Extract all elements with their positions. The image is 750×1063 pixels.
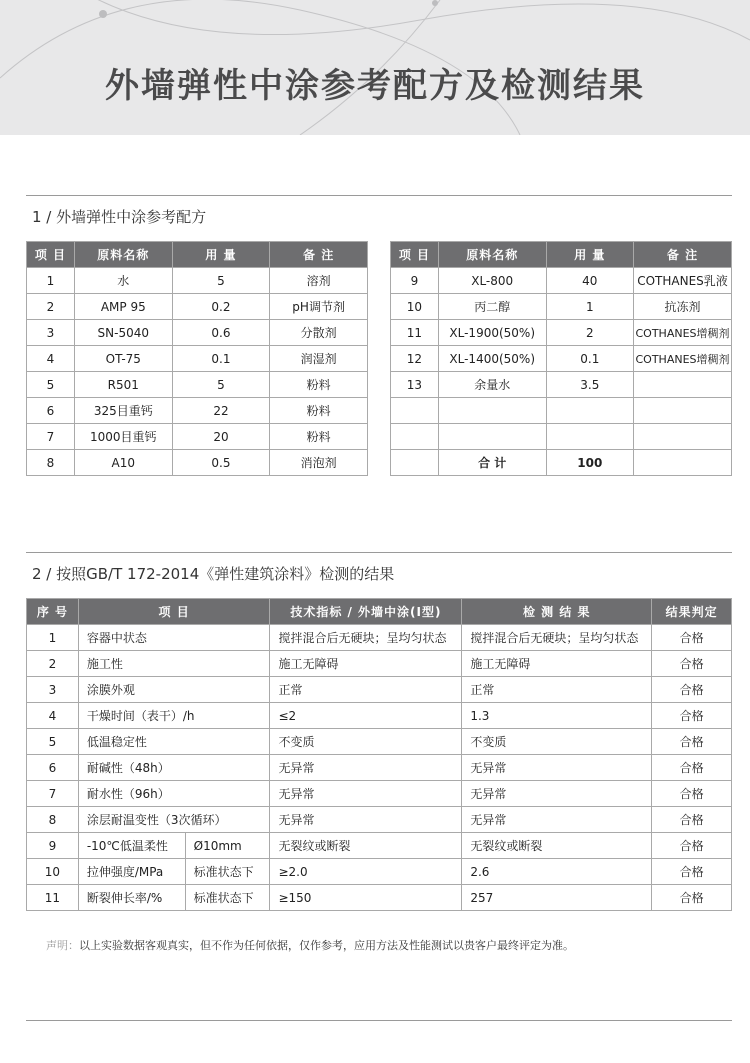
table-cell: 5	[27, 372, 75, 398]
table-header-row	[27, 242, 368, 268]
column-header: 项 目	[391, 242, 439, 268]
table-cell: AMP 95	[74, 294, 172, 320]
table-row	[391, 294, 732, 320]
spec-value: 无异常	[270, 807, 462, 833]
test-item: 耐水性（96h）	[78, 781, 270, 807]
table-cell: 4	[27, 346, 75, 372]
table-cell: 9	[391, 268, 439, 294]
table-row	[27, 424, 368, 450]
table-cell	[634, 450, 732, 476]
verdict: 合格	[652, 651, 732, 677]
table-header-row	[391, 242, 732, 268]
table-cell: 0.1	[172, 346, 270, 372]
spec-value: 施工无障碍	[270, 651, 462, 677]
disclaimer-label: 声明：	[46, 939, 79, 952]
table-row	[391, 450, 732, 476]
table-cell: COTHANES增稠剂	[634, 320, 732, 346]
section1-title: 1 / 外墙弹性中涂参考配方	[32, 208, 207, 226]
table-cell: OT-75	[74, 346, 172, 372]
verdict: 合格	[652, 755, 732, 781]
table-row	[27, 677, 732, 703]
table-cell: 1	[27, 268, 75, 294]
test-item: 涂膜外观	[78, 677, 270, 703]
table-cell: 11	[391, 320, 439, 346]
table-row	[27, 346, 368, 372]
test-result: 1.3	[462, 703, 652, 729]
row-number: 4	[27, 703, 79, 729]
table-cell: 5	[172, 372, 270, 398]
table-cell: 1000目重钙	[74, 424, 172, 450]
test-condition: Ø10mm	[185, 833, 270, 859]
test-result: 无异常	[462, 781, 652, 807]
table-cell: 丙二醇	[438, 294, 546, 320]
table-cell: 0.2	[172, 294, 270, 320]
table-cell: 2	[27, 294, 75, 320]
test-item: 低温稳定性	[78, 729, 270, 755]
row-number: 3	[27, 677, 79, 703]
spec-value: 搅拌混合后无硬块；呈均匀状态	[270, 625, 462, 651]
test-result: 施工无障碍	[462, 651, 652, 677]
verdict: 合格	[652, 807, 732, 833]
test-item: 断裂伸长率/%	[78, 885, 185, 911]
table-row	[27, 833, 732, 859]
spec-value: 不变质	[270, 729, 462, 755]
column-header: 项 目	[78, 599, 270, 625]
row-number: 10	[27, 859, 79, 885]
test-result: 搅拌混合后无硬块；呈均匀状态	[462, 625, 652, 651]
table-cell: 余量水	[438, 372, 546, 398]
test-item: 拉伸强度/MPa	[78, 859, 185, 885]
table-cell: 粉料	[270, 398, 368, 424]
table-cell: 润湿剂	[270, 346, 368, 372]
disclaimer	[46, 937, 574, 953]
column-header: 备 注	[634, 242, 732, 268]
divider	[26, 195, 732, 196]
table-cell: 8	[27, 450, 75, 476]
table-cell: 合 计	[438, 450, 546, 476]
table-cell	[546, 424, 633, 450]
table-cell: 消泡剂	[270, 450, 368, 476]
formula-table-right	[390, 241, 732, 476]
table-cell: 7	[27, 424, 75, 450]
table-cell	[391, 424, 439, 450]
table-cell: 22	[172, 398, 270, 424]
test-item: 耐碱性（48h）	[78, 755, 270, 781]
table-cell: 3	[27, 320, 75, 346]
table-cell: 溶剂	[270, 268, 368, 294]
table-row	[27, 755, 732, 781]
table-row	[27, 625, 732, 651]
table-cell	[634, 424, 732, 450]
table-row	[27, 372, 368, 398]
table-row	[27, 703, 732, 729]
verdict: 合格	[652, 859, 732, 885]
table-cell: R501	[74, 372, 172, 398]
test-condition: 标准状态下	[185, 859, 270, 885]
table-row	[27, 859, 732, 885]
spec-value: ≥150	[270, 885, 462, 911]
test-item: 容器中状态	[78, 625, 270, 651]
table-cell: XL-1900(50%)	[438, 320, 546, 346]
table-cell: 12	[391, 346, 439, 372]
row-number: 5	[27, 729, 79, 755]
verdict: 合格	[652, 833, 732, 859]
table-cell: SN-5040	[74, 320, 172, 346]
table-cell: 13	[391, 372, 439, 398]
table-cell: XL-1400(50%)	[438, 346, 546, 372]
verdict: 合格	[652, 729, 732, 755]
divider	[26, 1020, 732, 1021]
table-row	[27, 450, 368, 476]
test-result: 不变质	[462, 729, 652, 755]
page-title: 外墙弹性中涂参考配方及检测结果	[105, 66, 645, 106]
table-cell	[546, 398, 633, 424]
table-row	[391, 372, 732, 398]
formula-table-left	[26, 241, 368, 476]
table-row	[27, 294, 368, 320]
table-row	[391, 320, 732, 346]
table-row	[391, 424, 732, 450]
table-row	[391, 398, 732, 424]
disclaimer-text: 以上实验数据客观真实，但不作为任何依据，仅作参考，应用方法及性能测试以贵客户最终评定为准。	[79, 939, 574, 952]
table-cell: 100	[546, 450, 633, 476]
test-result: 无裂纹或断裂	[462, 833, 652, 859]
test-item: 干燥时间（表干）/h	[78, 703, 270, 729]
test-result: 正常	[462, 677, 652, 703]
column-header: 用 量	[546, 242, 633, 268]
header-banner	[0, 0, 750, 135]
row-number: 9	[27, 833, 79, 859]
table-cell: 5	[172, 268, 270, 294]
table-cell: 325目重钙	[74, 398, 172, 424]
table-row	[27, 651, 732, 677]
table-cell: 10	[391, 294, 439, 320]
column-header: 备 注	[270, 242, 368, 268]
verdict: 合格	[652, 703, 732, 729]
column-header: 原料名称	[438, 242, 546, 268]
test-item: 涂层耐温变性（3次循环）	[78, 807, 270, 833]
column-header: 序 号	[27, 599, 79, 625]
table-row	[27, 885, 732, 911]
table-cell: A10	[74, 450, 172, 476]
test-condition: 标准状态下	[185, 885, 270, 911]
table-cell: COTHANES增稠剂	[634, 346, 732, 372]
row-number: 2	[27, 651, 79, 677]
column-header: 项 目	[27, 242, 75, 268]
table-cell	[438, 398, 546, 424]
table-row	[27, 729, 732, 755]
table-cell	[634, 372, 732, 398]
test-result: 无异常	[462, 807, 652, 833]
table-cell: XL-800	[438, 268, 546, 294]
verdict: 合格	[652, 677, 732, 703]
row-number: 11	[27, 885, 79, 911]
divider	[26, 552, 732, 553]
table-header-row	[27, 599, 732, 625]
table-cell: 水	[74, 268, 172, 294]
column-header: 原料名称	[74, 242, 172, 268]
row-number: 8	[27, 807, 79, 833]
table-cell: 20	[172, 424, 270, 450]
test-result: 257	[462, 885, 652, 911]
test-result: 无异常	[462, 755, 652, 781]
spec-value: ≥2.0	[270, 859, 462, 885]
table-cell: 粉料	[270, 372, 368, 398]
spec-value: 无异常	[270, 755, 462, 781]
verdict: 合格	[652, 781, 732, 807]
table-cell: 抗冻剂	[634, 294, 732, 320]
table-cell: 40	[546, 268, 633, 294]
table-cell: 0.1	[546, 346, 633, 372]
table-row	[27, 268, 368, 294]
table-cell: 0.5	[172, 450, 270, 476]
spec-value: 无裂纹或断裂	[270, 833, 462, 859]
test-result: 2.6	[462, 859, 652, 885]
table-cell: 分散剂	[270, 320, 368, 346]
table-row	[27, 398, 368, 424]
column-header: 检 测 结 果	[462, 599, 652, 625]
column-header: 技术指标 / 外墙中涂(Ⅰ型)	[270, 599, 462, 625]
verdict: 合格	[652, 885, 732, 911]
table-cell: pH调节剂	[270, 294, 368, 320]
table-row	[27, 320, 368, 346]
table-row	[27, 781, 732, 807]
table-cell: 粉料	[270, 424, 368, 450]
spec-value: 正常	[270, 677, 462, 703]
table-cell: 1	[546, 294, 633, 320]
table-cell	[634, 398, 732, 424]
table-row	[27, 807, 732, 833]
table-cell	[391, 450, 439, 476]
spec-value: ≤2	[270, 703, 462, 729]
table-cell: COTHANES乳液	[634, 268, 732, 294]
table-cell: 0.6	[172, 320, 270, 346]
column-header: 结果判定	[652, 599, 732, 625]
table-cell: 2	[546, 320, 633, 346]
test-item: -10℃低温柔性	[78, 833, 185, 859]
row-number: 1	[27, 625, 79, 651]
table-cell: 3.5	[546, 372, 633, 398]
column-header: 用 量	[172, 242, 270, 268]
verdict: 合格	[652, 625, 732, 651]
test-item: 施工性	[78, 651, 270, 677]
table-cell: 6	[27, 398, 75, 424]
table-cell	[438, 424, 546, 450]
row-number: 7	[27, 781, 79, 807]
table-row	[391, 346, 732, 372]
section2-title: 2 / 按照GB/T 172-2014《弹性建筑涂料》检测的结果	[32, 565, 395, 583]
table-cell	[391, 398, 439, 424]
test-results-table	[26, 598, 732, 911]
table-row	[391, 268, 732, 294]
row-number: 6	[27, 755, 79, 781]
spec-value: 无异常	[270, 781, 462, 807]
